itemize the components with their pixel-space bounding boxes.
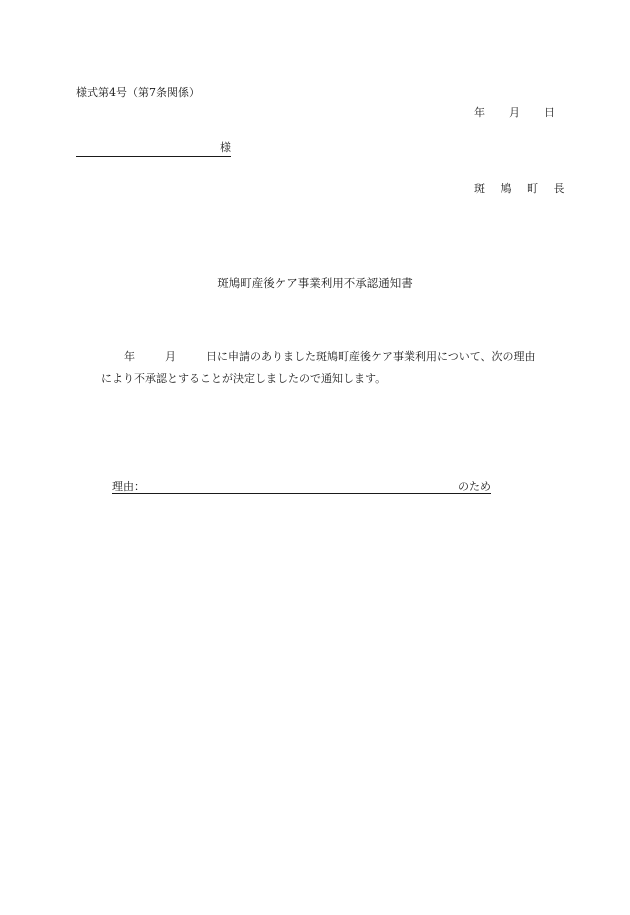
body-line-1 bbox=[124, 348, 536, 364]
addressee-honorific: 様 bbox=[220, 141, 231, 154]
reason-underline bbox=[112, 493, 491, 494]
reason-label: 理由： bbox=[112, 480, 145, 493]
body-year-label: 年 bbox=[124, 350, 135, 363]
reason-row bbox=[112, 480, 491, 494]
form-number: 様式第4号（第7条関係） bbox=[76, 86, 200, 99]
sender-name: 斑 鳩 町 長 bbox=[474, 182, 571, 195]
date-line bbox=[474, 104, 555, 120]
date-day-label: 日 bbox=[544, 106, 555, 119]
body-line1-text: 日に申請のありました斑鳩町産後ケア事業利用について、次の理由 bbox=[206, 350, 536, 363]
document-title: 斑鳩町産後ケア事業利用不承認通知書 bbox=[217, 276, 413, 290]
body-month-label: 月 bbox=[165, 350, 176, 363]
date-year-label: 年 bbox=[474, 106, 485, 119]
date-month-label: 月 bbox=[509, 106, 520, 119]
reason-suffix: のため bbox=[458, 480, 491, 493]
addressee-line bbox=[76, 142, 231, 157]
body-line-2: により不承認とすることが決定しましたので通知します。 bbox=[101, 372, 387, 385]
